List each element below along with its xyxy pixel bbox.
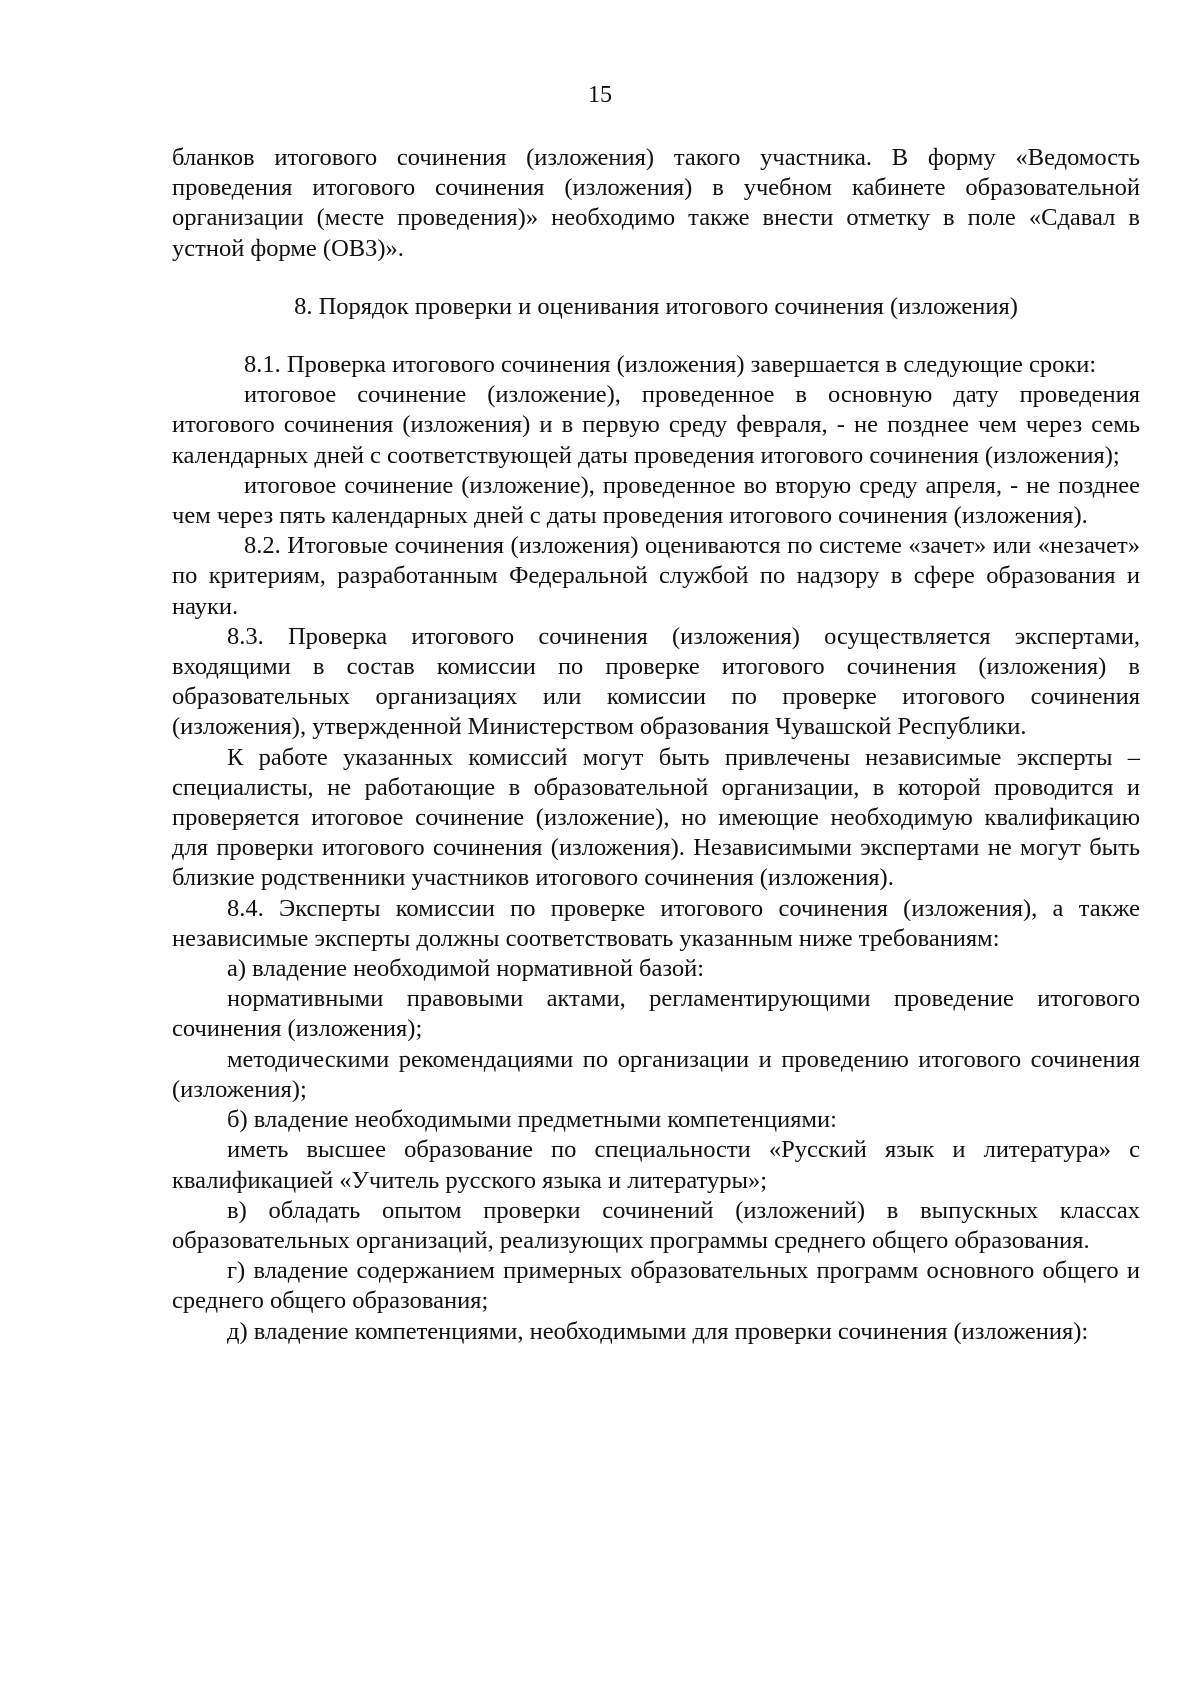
document-body: [172, 143, 1140, 1347]
paragraph-8-3: 8.3. Проверка итогового сочинения (изложения) осуществляется экспертами, входящими в состав комиссии по проверке итогового сочинения (изложения) в образовательных организациях или комиссии по проверке итогового сочинения (изложения), утвержденной Министерством образования Чувашской Республики.: [172, 622, 1140, 741]
page-number: 15: [588, 82, 612, 108]
paragraph-deadline-april: итоговое сочинение (изложение), проведенное во вторую среду апреля, - не позднее чем через пять календарных дней с даты проведения итогового сочинения (изложения).: [172, 471, 1140, 530]
paragraph-8-1: 8.1. Проверка итогового сочинения (изложения) завершается в следующие сроки:: [244, 351, 1097, 379]
paragraph-independent-experts: К работе указанных комиссий могут быть привлечены независимые эксперты – специалисты, не работающие в образовательной организации, в которой проводится и проверяется итоговое сочинение (изложение), но имеющие необходимую квалификацию для проверки итогового сочинения (изложения). Независимыми экспертами не могут быть близкие родственники участников итогового сочинения (изложения).: [172, 743, 1140, 892]
list-item-g: г) владение содержанием примерных образовательных программ основного общего и среднего общего образования;: [172, 1257, 1140, 1315]
paragraph-continuation: бланков итогового сочинения (изложения) такого участника. В форму «Ведомость проведения итогового сочинения (изложения) в учебном кабинете образовательной организации (месте проведения)» необходимо также внести отметку в поле «Сдавал в устной форме (ОВЗ)».: [172, 144, 1140, 262]
paragraph-deadline-main: итоговое сочинение (изложение), проведенное в основную дату проведения итогового сочинения (изложения) и в первую среду февраля, - не позднее чем через семь календарных дней с соответствующей даты проведения итогового сочинения (изложения);: [172, 381, 1140, 469]
paragraph-8-4: 8.4. Эксперты комиссии по проверке итогового сочинения (изложения), а также независимые эксперты должны соответствовать указанным ниже требованиям:: [172, 894, 1140, 952]
list-item-methodical: методическими рекомендациями по организации и проведению итогового сочинения (изложения);: [172, 1045, 1140, 1103]
paragraph-8-2: 8.2. Итоговые сочинения (изложения) оцениваются по системе «зачет» или «незачет» по критериям, разработанным Федеральной службой по надзору в сфере образования и науки.: [172, 532, 1140, 620]
list-item-d: д) владение компетенциями, необходимыми для проверки сочинения (изложения):: [227, 1317, 1089, 1345]
list-item-education: иметь высшее образование по специальности «Русский язык и литература» с квалификацией «Учитель русского языка и литературы»;: [172, 1136, 1140, 1194]
list-item-b: б) владение необходимыми предметными компетенциями:: [227, 1106, 837, 1134]
section-heading: 8. Порядок проверки и оценивания итогового сочинения (изложения): [294, 292, 1018, 320]
list-item-a: а) владение необходимой нормативной базой:: [227, 955, 705, 983]
list-item-v: в) обладать опытом проверки сочинений (изложений) в выпускных классах образовательных организаций, реализующих программы среднего общего образования.: [172, 1196, 1140, 1254]
list-item-normative-acts: нормативными правовыми актами, регламентирующими проведение итогового сочинения (изложения);: [172, 985, 1140, 1043]
